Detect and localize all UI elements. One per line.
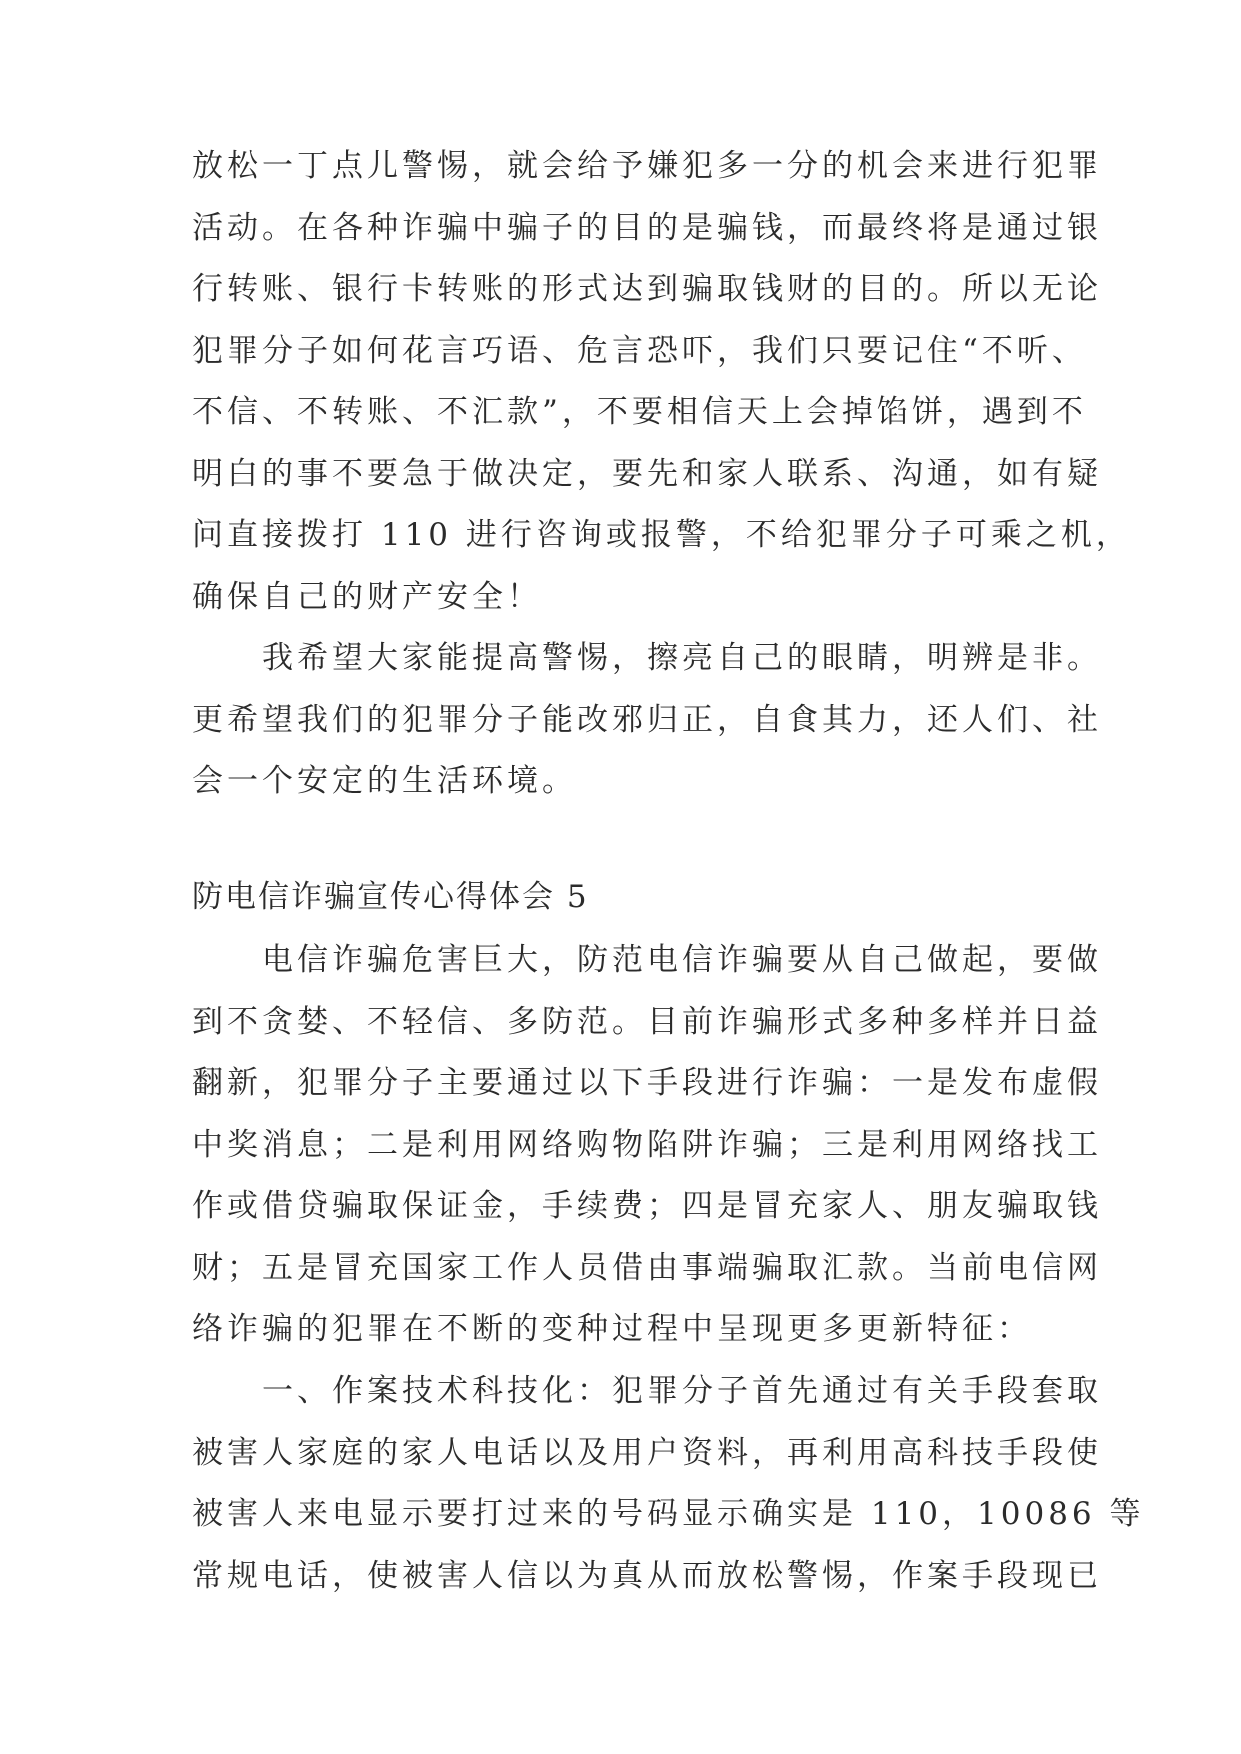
text-line: 电信诈骗危害巨大，防范电信诈骗要从自己做起，要做	[262, 942, 1102, 978]
text-line: 翻新，犯罪分子主要通过以下手段进行诈骗：一是发布虚假	[192, 1065, 1102, 1101]
text-line: 活动。在各种诈骗中骗子的目的是骗钱，而最终将是通过银	[192, 209, 1102, 246]
text-line: 更希望我们的犯罪分子能改邪归正，自食其力，还人们、社	[192, 701, 1102, 738]
text-line: 不信、不转账、不汇款”，不要相信天上会掉馅饼，遇到不	[192, 394, 1087, 430]
text-line: 一、作案技术科技化：犯罪分子首先通过有关手段套取	[262, 1373, 1102, 1409]
paragraph-tech-crime	[192, 1361, 1145, 1607]
text-line: 常规电话，使被害人信以为真从而放松警惕，作案手段现已	[192, 1557, 1102, 1594]
paragraph-continuation	[192, 136, 1131, 628]
text-line: 犯罪分子如何花言巧语、危言恐吓，我们只要记住“不听、	[192, 332, 1087, 369]
text-line: 行转账、银行卡转账的形式达到骗取钱财的目的。所以无论	[192, 271, 1102, 307]
text-line: 确保自己的财产安全！	[192, 578, 542, 615]
text-line: 被害人来电显示要打过来的号码显示确实是 110，10086 等	[192, 1496, 1145, 1532]
text-line: 我希望大家能提高警惕，擦亮自己的眼睛，明辨是非。	[262, 640, 1102, 676]
text-line: 明白的事不要急于做决定，要先和家人联系、沟通，如有疑	[192, 455, 1102, 492]
text-line: 放松一丁点儿警惕，就会给予嫌犯多一分的机会来进行犯罪	[192, 148, 1102, 184]
text-line: 会一个安定的生活环境。	[192, 763, 577, 799]
text-line: 问直接拨打 110 进行咨询或报警，不给犯罪分子可乘之机，	[192, 517, 1131, 553]
text-line: 财；五是冒充国家工作人员借由事端骗取汇款。当前电信网	[192, 1249, 1102, 1286]
section-heading: 防电信诈骗宣传心得体会 5	[192, 879, 589, 915]
text-line: 络诈骗的犯罪在不断的变种过程中呈现更多更新特征：	[192, 1311, 1032, 1347]
text-line: 被害人家庭的家人电话以及用户资料，再利用高科技手段使	[192, 1434, 1102, 1471]
text-line: 作或借贷骗取保证金，手续费；四是冒充家人、朋友骗取钱	[192, 1188, 1102, 1224]
paragraph-hope	[192, 628, 1102, 813]
paragraph-fraud-overview	[192, 930, 1102, 1361]
text-line: 中奖消息；二是利用网络购物陷阱诈骗；三是利用网络找工	[192, 1126, 1102, 1163]
text-line: 到不贪婪、不轻信、多防范。目前诈骗形式多种多样并日益	[192, 1003, 1102, 1040]
